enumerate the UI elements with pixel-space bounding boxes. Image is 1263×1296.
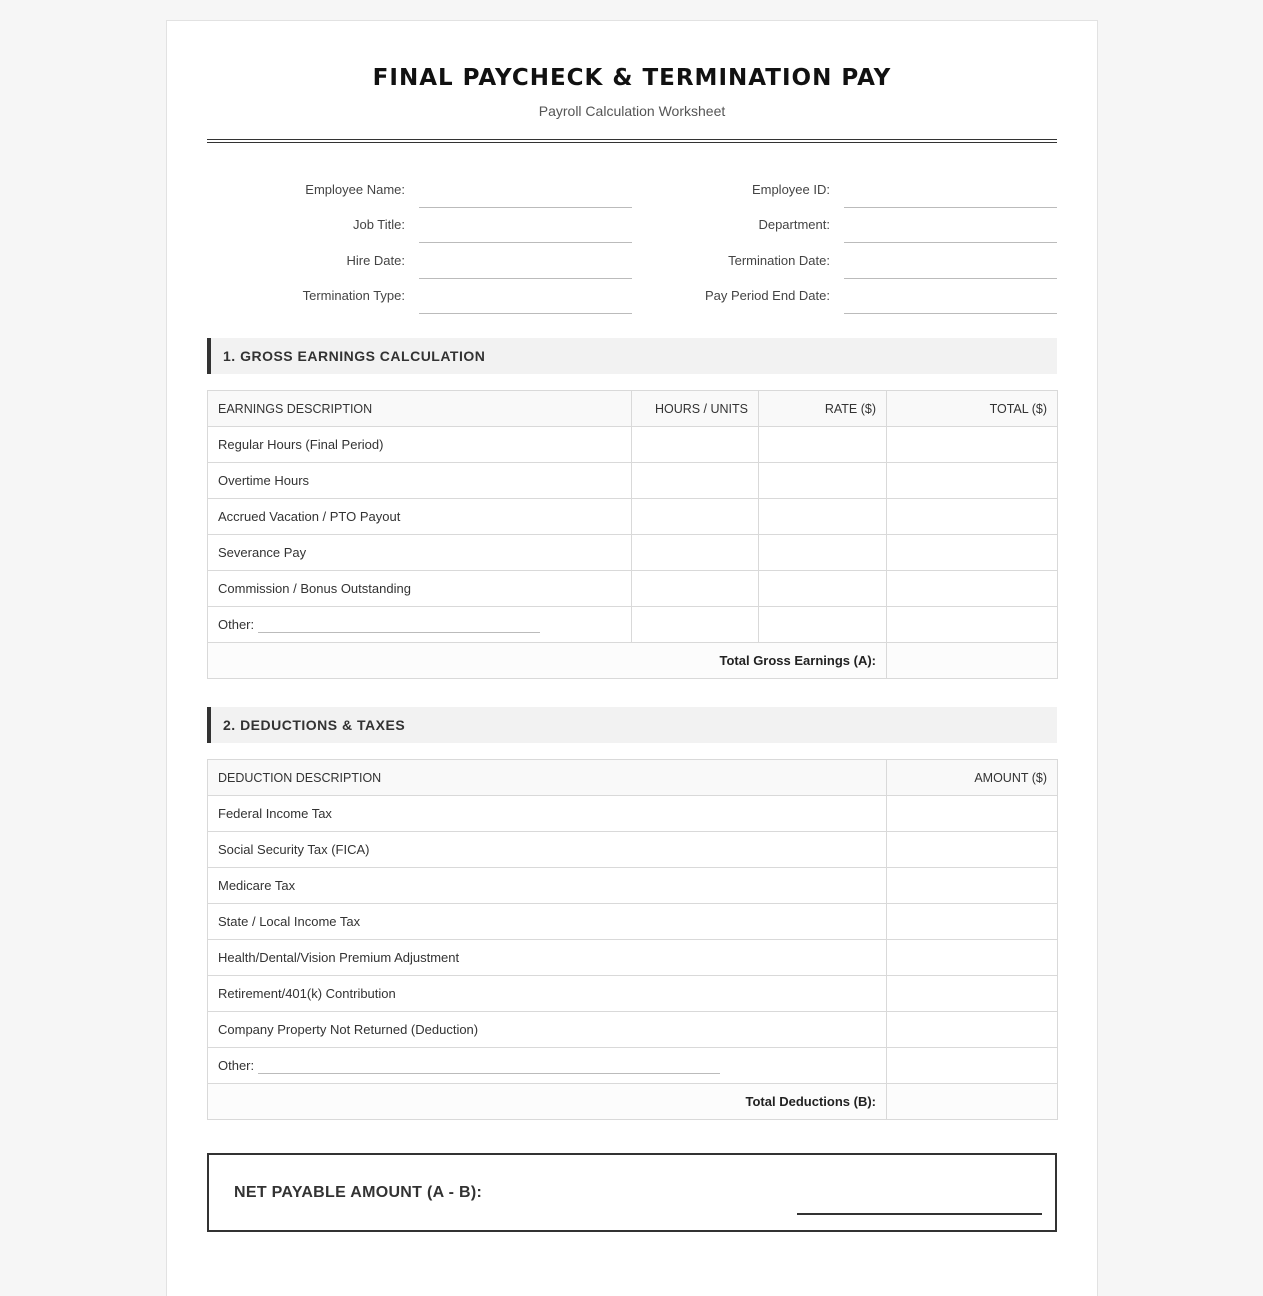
hours-cell[interactable] [632, 535, 759, 571]
table-row [208, 463, 1058, 499]
earnings-other-cell [208, 607, 632, 643]
table-row [208, 1012, 1058, 1048]
earnings-table [207, 390, 1058, 679]
hours-cell[interactable] [632, 571, 759, 607]
termination-date-label: Termination Date: [728, 253, 830, 268]
earnings-row-label: Severance Pay [208, 535, 632, 571]
deduction-row-label: Retirement/401(k) Contribution [208, 976, 887, 1012]
hours-cell[interactable] [632, 499, 759, 535]
table-row [208, 427, 1058, 463]
deductions-total-row [208, 1084, 1058, 1120]
department-label: Department: [758, 217, 830, 232]
header-divider [207, 139, 1057, 143]
department-field[interactable] [844, 242, 1057, 243]
earnings-row-label: Regular Hours (Final Period) [208, 427, 632, 463]
pay-period-end-field[interactable] [844, 313, 1057, 314]
total-cell[interactable] [887, 463, 1058, 499]
amount-cell[interactable] [887, 796, 1058, 832]
deductions-col-description: DEDUCTION DESCRIPTION [208, 760, 887, 796]
info-row [207, 279, 1057, 314]
earnings-col-total: TOTAL ($) [887, 391, 1058, 427]
document-subtitle: Payroll Calculation Worksheet [538, 103, 726, 119]
pay-period-end-label: Pay Period End Date: [704, 288, 830, 303]
deduction-row-label: State / Local Income Tax [208, 904, 887, 940]
earnings-header-row [208, 391, 1058, 427]
info-row [207, 173, 1057, 208]
document-title: FINAL PAYCHECK & TERMINATION PAY [372, 65, 892, 91]
table-row [208, 1048, 1058, 1084]
info-row [207, 244, 1057, 279]
rate-cell[interactable] [759, 427, 887, 463]
earnings-row-label: Accrued Vacation / PTO Payout [208, 499, 632, 535]
net-payable-box [207, 1153, 1057, 1232]
deduction-other-cell [208, 1048, 887, 1084]
termination-type-label: Termination Type: [302, 288, 405, 303]
amount-cell[interactable] [887, 976, 1058, 1012]
hire-date-label: Hire Date: [346, 253, 405, 268]
total-cell[interactable] [887, 499, 1058, 535]
deduction-row-label: Medicare Tax [208, 868, 887, 904]
table-row [208, 976, 1058, 1012]
amount-cell[interactable] [887, 904, 1058, 940]
table-row [208, 868, 1058, 904]
earnings-row-label: Overtime Hours [208, 463, 632, 499]
earnings-total-row [208, 643, 1058, 679]
table-row [208, 904, 1058, 940]
deductions-col-amount: AMOUNT ($) [887, 760, 1058, 796]
hours-cell[interactable] [632, 463, 759, 499]
deductions-header-row [208, 760, 1058, 796]
termination-type-field[interactable] [419, 313, 632, 314]
total-cell[interactable] [887, 571, 1058, 607]
gross-earnings-total-cell[interactable] [887, 643, 1058, 679]
total-cell[interactable] [887, 427, 1058, 463]
earnings-other-label: Other: [218, 616, 255, 632]
job-title-label: Job Title: [352, 217, 405, 232]
net-payable-fill [807, 1181, 1035, 1209]
table-row [208, 940, 1058, 976]
amount-cell[interactable] [887, 868, 1058, 904]
rate-cell[interactable] [759, 499, 887, 535]
rate-cell[interactable] [759, 571, 887, 607]
earnings-other-field[interactable] [258, 632, 540, 633]
deduction-row-label: Health/Dental/Vision Premium Adjustment [208, 940, 887, 976]
earnings-col-rate: RATE ($) [759, 391, 887, 427]
amount-cell[interactable] [887, 940, 1058, 976]
total-cell[interactable] [887, 535, 1058, 571]
table-row [208, 535, 1058, 571]
deductions-total-cell[interactable] [887, 1084, 1058, 1120]
amount-cell[interactable] [887, 832, 1058, 868]
deduction-row-label: Company Property Not Returned (Deduction) [208, 1012, 887, 1048]
employee-id-label: Employee ID: [751, 182, 830, 197]
earnings-col-hours: HOURS / UNITS [632, 391, 759, 427]
deductions-table [207, 759, 1058, 1120]
rate-cell[interactable] [759, 463, 887, 499]
hours-cell[interactable] [632, 427, 759, 463]
hours-cell[interactable] [632, 607, 759, 643]
table-row [208, 832, 1058, 868]
earnings-section-header: 1. GROSS EARNINGS CALCULATION [207, 338, 1057, 374]
deduction-other-field[interactable] [258, 1073, 720, 1074]
deductions-total-label: Total Deductions (B): [208, 1084, 887, 1120]
deduction-row-label: Social Security Tax (FICA) [208, 832, 887, 868]
amount-cell[interactable] [887, 1012, 1058, 1048]
earnings-row-label: Commission / Bonus Outstanding [208, 571, 632, 607]
net-payable-label: NET PAYABLE AMOUNT (A - B): [234, 1184, 483, 1201]
table-row [208, 607, 1058, 643]
deductions-section-header: 2. DEDUCTIONS & TAXES [207, 707, 1057, 743]
deduction-row-label: Federal Income Tax [208, 796, 887, 832]
worksheet-page [166, 20, 1098, 1296]
job-title-field[interactable] [419, 242, 632, 243]
employee-name-label: Employee Name: [305, 182, 405, 197]
earnings-col-description: EARNINGS DESCRIPTION [208, 391, 632, 427]
table-row [208, 571, 1058, 607]
table-row [208, 499, 1058, 535]
amount-cell[interactable] [887, 1048, 1058, 1084]
info-row [207, 208, 1057, 243]
deduction-other-label: Other: [218, 1057, 255, 1073]
table-row [208, 796, 1058, 832]
rate-cell[interactable] [759, 535, 887, 571]
gross-earnings-total-label: Total Gross Earnings (A): [208, 643, 887, 679]
net-payable-field[interactable] [797, 1181, 1042, 1215]
rate-cell[interactable] [759, 607, 887, 643]
total-cell[interactable] [887, 607, 1058, 643]
